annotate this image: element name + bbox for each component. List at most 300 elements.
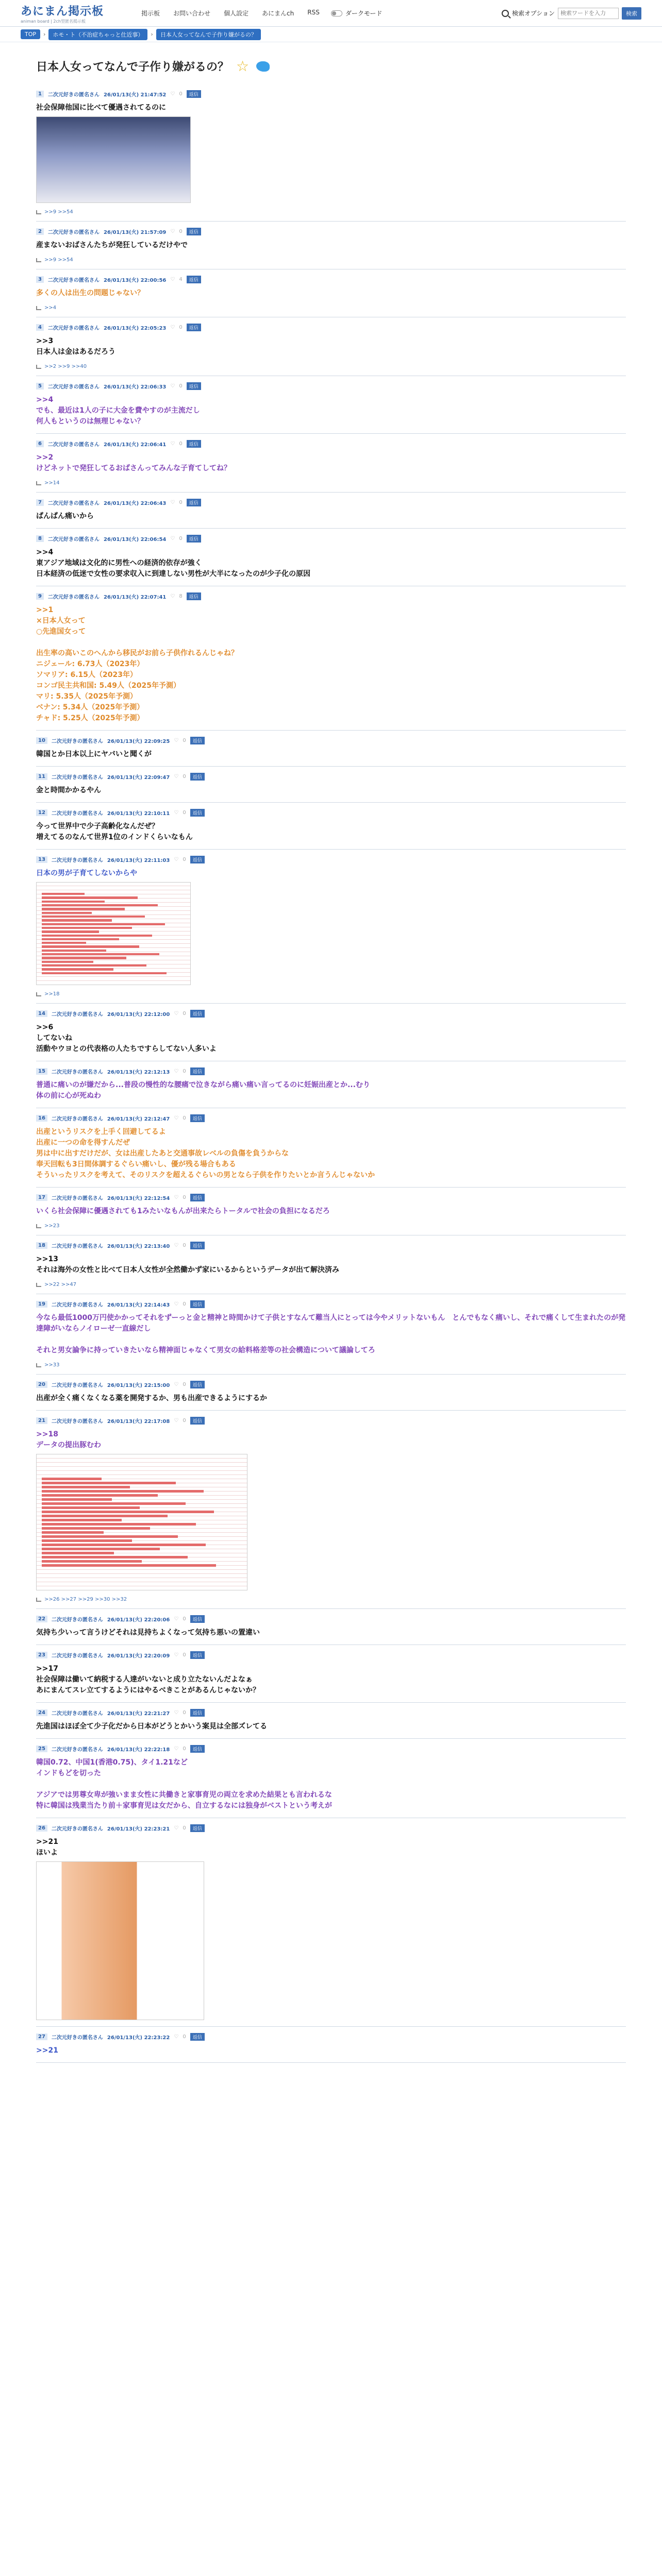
site-header [0,0,662,27]
chart-bar [42,950,106,952]
heart-icon[interactable]: ♡ [170,91,175,97]
poster-name: 二次元好きの匿名さん [51,2035,103,2041]
post [36,317,626,376]
thread-main [0,58,662,2063]
chart-bar [42,901,105,903]
heart-icon[interactable]: ♡ [174,2033,179,2040]
chart-bar [42,1494,158,1497]
reply-button[interactable]: 返信 [190,1114,205,1122]
heart-icon[interactable]: ♡ [174,1301,179,1307]
post-number[interactable]: 9 [36,593,44,600]
reply-button[interactable]: 返信 [190,1745,205,1753]
reply-button[interactable]: 返信 [190,1615,205,1623]
post [36,1235,626,1294]
heart-icon[interactable]: ♡ [170,276,175,282]
post-date: 26/01/13(火) 22:07:41 [103,594,167,600]
post [36,1739,626,1818]
post-date: 26/01/13(火) 22:06:41 [103,442,167,448]
post-replies [36,305,626,311]
post-number[interactable]: 15 [36,1068,47,1075]
chart-bar [42,942,86,944]
post-meta [36,381,626,391]
like-count: 0 [183,1417,186,1423]
post [36,1108,626,1188]
post [36,222,626,269]
heart-icon[interactable]: ♡ [170,324,175,330]
post-meta [36,1113,626,1123]
chart-bar [42,908,125,910]
post-body: 韓国とか日本以上にヤバいと聞くが [36,750,152,758]
post-date: 26/01/13(火) 22:23:22 [107,2035,170,2041]
poster-name: 二次元好きの匿名さん [51,1243,103,1249]
chart-bar [42,896,138,899]
post-chart-image[interactable] [36,882,191,985]
post-image[interactable] [36,116,191,203]
heart-icon[interactable]: ♡ [174,1709,179,1716]
heart-icon[interactable]: ♡ [174,1068,179,1074]
chart-bar [42,953,159,955]
chart-bar [42,964,146,967]
search-icon [502,10,509,17]
dark-mode-toggle[interactable] [331,9,383,18]
post-number[interactable]: 6 [36,440,44,447]
post-meta [36,772,626,781]
post-body: 今なら最低1000万円使かかってそれをずーっと金と精神と時間かけて子供とすなんて難当人にとっては今やメリットないもん とんでもなく痛いし、それで痛くして生まれたのが発達障がいならノイローゼ一直線だし それと男女論争に持っていきたいなら精神面じゃなくて男女の給料格差等の社会構造について議論してろ [36,1314,626,1354]
reply-button[interactable]: 返信 [190,737,205,744]
reply-button[interactable]: 返信 [187,324,201,331]
chart-bar [42,1531,104,1534]
post [36,376,626,434]
reply-button[interactable]: 返信 [190,1010,205,1018]
post [36,1645,626,1703]
reply-links[interactable]: >>18 [44,991,60,997]
reply-button[interactable]: 返信 [190,1824,205,1832]
poster-name: 二次元好きの匿名さん [51,1710,103,1717]
heart-icon[interactable]: ♡ [170,440,175,447]
chart-bar [42,1552,114,1554]
post [36,1004,626,1061]
like-count: 0 [183,1825,186,1831]
post-meta [36,1650,626,1659]
poster-name: 二次元好きの匿名さん [51,1069,103,1075]
chart-bar [42,1523,196,1526]
nav-rss[interactable]: RSS [307,9,320,16]
reply-button[interactable]: 返信 [190,1300,205,1308]
poster-name: 二次元好きの匿名さん [47,277,100,283]
poster-name: 二次元好きの匿名さん [51,774,103,781]
chevron-right-icon: › [151,31,153,38]
reply-button[interactable]: 返信 [190,773,205,781]
post-replies [36,1597,626,1602]
like-count: 4 [179,276,183,282]
post-meta [36,1823,626,1833]
heart-icon[interactable]: ♡ [170,228,175,234]
heart-icon[interactable]: ♡ [174,773,179,779]
post-replies [36,364,626,369]
search-button[interactable]: 検索 [622,7,641,20]
reply-button[interactable]: 返信 [190,1651,205,1659]
chart-bar [42,1548,160,1550]
post [36,269,626,317]
post-number[interactable]: 4 [36,324,44,331]
post-meta [36,89,626,98]
poster-name: 二次元好きの匿名さん [51,1747,103,1753]
nav-board[interactable]: 掲示板 [141,10,160,17]
main-nav [141,9,320,18]
post-date: 26/01/13(火) 22:11:03 [107,857,170,863]
chart-bar [42,1502,186,1505]
chart-bar [42,1564,216,1567]
post [36,731,626,767]
chart-bar [42,972,167,974]
post-body: >>2 けどネットで発狂してるおばさんってみんな子育てしてね？ [36,453,231,472]
chart-bar [42,1482,176,1484]
chart-bar [42,1519,122,1521]
heart-icon[interactable]: ♡ [174,1010,179,1016]
post [36,803,626,850]
post-number[interactable]: 27 [36,2033,47,2040]
like-count: 0 [179,383,183,389]
post-body: 出産というリスクを上手く回避してるよ 出産に一つの命を得すんだぜ 男は中に出すだけだが、女は出産したあと交通事故レベルの負傷を負うからな 奉天回転も3日間体調するぐらい痛いし、優が残る場合もある そういったリスクを考えて、そのリスクを超えるぐらいの男となら子供を作りたいとか言うんじゃないか [36,1128,375,1179]
like-count: 0 [183,2033,186,2040]
like-count: 8 [179,593,183,599]
breadcrumb-thread[interactable]: 日本人女ってなんで子作り嫌がるの？ [156,29,261,40]
heart-icon[interactable]: ♡ [174,1115,179,1121]
poster-name: 二次元好きの匿名さん [47,325,100,331]
post-body: 韓国0.72、中国1(香港0.75)、タイ1.21など インドもどを切った アジアでは男尊女卑が強いまま女性に共働きと家事育児の両立を求めた結果とも言われるな 特に韓国は残業当たり前＋家事育児は女だから、自立するなには独身がベストという考えが [36,1758,332,1810]
reply-arrow-icon [36,481,41,485]
post-meta [36,275,626,284]
post-body: >>18 データの提出豚むわ [36,1430,101,1449]
poster-name: 二次元好きの匿名さん [51,1418,103,1425]
chart-bar [42,1506,140,1509]
post-meta [36,1614,626,1623]
thread-title-row [36,58,626,75]
post-body: 出産が全く痛くなくなる薬を開発するか、男も出産できるようにするか [36,1394,267,1402]
like-count: 0 [179,324,183,330]
nav-animanch[interactable]: あにまんch [262,10,294,17]
post-number[interactable]: 12 [36,809,47,816]
chart-bar [42,916,145,918]
breadcrumb [0,27,662,42]
like-count: 0 [183,1301,186,1307]
search-input[interactable] [558,8,619,19]
chart-bar [42,927,132,929]
post-body: 日本の男が子育てしないからや [36,869,137,877]
poster-name: 二次元好きの匿名さん [51,810,103,817]
search-option-link[interactable]: 検索オプション [512,10,555,17]
post [36,493,626,529]
post-date: 26/01/13(火) 22:06:43 [103,500,167,506]
post-meta [36,1241,626,1250]
reply-links[interactable]: >>23 [44,1223,60,1229]
post-meta [36,439,626,448]
post [36,84,626,222]
heart-icon[interactable]: ♡ [170,499,175,505]
poster-name: 二次元好きの匿名さん [51,1116,103,1122]
reply-arrow-icon [36,365,41,369]
post-chart-image[interactable] [36,1454,247,1590]
poster-name: 二次元好きの匿名さん [51,1011,103,1018]
heart-icon[interactable]: ♡ [174,1381,179,1387]
reply-links[interactable]: >>4 [44,305,57,311]
post-body: 産まないおばさんたちが発狂しているだけやで [36,241,188,249]
dark-mode-label: ダークモード [345,10,383,17]
like-count: 0 [183,809,186,816]
chart-bar [42,1486,130,1488]
post-meta [36,855,626,864]
like-count: 0 [183,773,186,779]
reply-links[interactable]: >>14 [44,480,60,486]
post-date: 26/01/13(火) 22:09:25 [107,738,170,744]
chart-bar [42,930,99,933]
post [36,1188,626,1235]
breadcrumb-category[interactable]: ホモ・ト（不治症ちゃっと仕近事） [48,29,147,40]
poster-name: 二次元好きの匿名さん [47,442,100,448]
poster-name: 二次元好きの匿名さん [47,384,100,390]
chart-bar [42,961,93,963]
post-number[interactable]: 5 [36,383,44,389]
heart-icon[interactable]: ♡ [174,1417,179,1423]
chart-bar [42,1527,150,1530]
nav-settings[interactable]: 個人設定 [224,10,249,17]
like-count: 0 [183,1242,186,1248]
like-count: 0 [183,1194,186,1200]
like-count: 0 [183,1068,186,1074]
like-count: 0 [183,856,186,862]
reply-arrow-icon [36,306,41,310]
post-meta [36,1708,626,1717]
post-body: >>4 でも、最近は1人の子に大金を費やすのが主流だし 何人もというのは無理じゃない？ [36,396,200,426]
post-body: いくら社会保障に優遇されても1みたいなもんが出来たらトータルで社会の負担になるだろ [36,1207,330,1215]
like-count: 0 [183,1010,186,1016]
post-number[interactable]: 8 [36,535,44,542]
post-number[interactable]: 7 [36,499,44,506]
chart-bar [42,1511,214,1513]
post-date: 26/01/13(火) 22:20:09 [107,1653,170,1659]
reply-arrow-icon [36,258,41,262]
chart-bar [42,1498,112,1501]
toggle-switch-icon[interactable] [331,10,342,16]
poster-name: 二次元好きの匿名さん [47,594,100,600]
post-body: 普通に痛いのが嫌だから...普段の慢性的な腰痛で泣きながら痛い痛い言ってるのに妊娠出産とか...むり 体の前に心が死ぬわ [36,1081,370,1100]
heart-icon[interactable]: ♡ [174,737,179,743]
reply-links[interactable]: >>33 [44,1362,60,1368]
post-number[interactable]: 19 [36,1301,47,1308]
post-body: 金と時間かかるやん [36,786,101,794]
poster-name: 二次元好きの匿名さん [51,738,103,744]
post-number[interactable]: 22 [36,1616,47,1622]
poster-name: 二次元好きの匿名さん [51,1195,103,1201]
heart-icon[interactable]: ♡ [174,809,179,816]
post-body: 社会保障他国に比べて優遇されてるのに [36,104,166,112]
post-body: >>6 してないね 活動やウヨとの代表格の人たちですらしてない人多いよ [36,1023,217,1053]
heart-icon[interactable]: ♡ [170,593,175,599]
reply-arrow-icon [36,1224,41,1228]
post-number[interactable]: 2 [36,228,44,235]
chart-bar [42,968,113,970]
post-body: 多くの人は出生の問題じゃない？ [36,289,144,297]
reply-button[interactable]: 返信 [190,2033,205,2041]
post-number[interactable]: 26 [36,1825,47,1832]
post [36,767,626,803]
reply-button[interactable]: 返信 [190,809,205,817]
post-number[interactable]: 13 [36,856,47,863]
like-count: 0 [179,228,183,234]
site-logo[interactable] [21,3,139,24]
post-body: 先進国はほぼ全て少子化だから日本がどうとかいう案見は全部ズレてる [36,1722,267,1731]
reply-arrow-icon [36,992,41,996]
like-count: 0 [179,535,183,541]
heart-icon[interactable]: ♡ [174,1616,179,1622]
chart-bar [42,1478,102,1480]
reply-button[interactable]: 返信 [190,1417,205,1425]
reply-links[interactable]: >>9 >>54 [44,257,73,263]
post-number[interactable]: 24 [36,1709,47,1716]
favorite-star-icon[interactable]: ☆ [236,58,250,75]
like-count: 0 [183,1745,186,1752]
post-date: 26/01/13(火) 22:05:23 [103,325,167,331]
poster-name: 二次元好きの匿名さん [47,92,100,98]
post-number[interactable]: 3 [36,276,44,283]
heart-icon[interactable]: ♡ [174,1745,179,1752]
post-date: 26/01/13(火) 22:23:21 [107,1826,170,1832]
post-body: >>4 東アジア地域は文化的に男性への経済的依存が強く 日本経済の低迷で女性の要求収入に到達しない男性が大半になったのが少子化の原因 [36,548,310,578]
chart-bar [42,957,126,959]
reply-links[interactable]: >>2 >>9 >>40 [44,364,87,369]
post-number[interactable]: 1 [36,91,44,97]
post-meta [36,534,626,543]
reply-links[interactable]: >>22 >>47 [44,1282,77,1287]
search-bar [502,7,641,20]
reply-links[interactable]: >>9 >>54 [44,209,73,215]
post-meta [36,498,626,507]
post [36,1411,626,1609]
reply-button[interactable]: 返信 [190,1067,205,1075]
chart-bar [42,945,139,947]
post [36,1609,626,1645]
post-number[interactable]: 16 [36,1115,47,1122]
poster-name: 二次元好きの匿名さん [51,1302,103,1308]
post-meta [36,1299,626,1309]
like-count: 0 [179,499,183,505]
heart-icon[interactable]: ♡ [174,1194,179,1200]
post-date: 26/01/13(火) 22:06:33 [103,384,167,390]
heart-icon[interactable]: ♡ [174,1652,179,1658]
reply-button[interactable]: 返信 [187,592,201,600]
post-number[interactable]: 25 [36,1745,47,1752]
post [36,1375,626,1411]
chart-bar [42,935,152,937]
post-number[interactable]: 10 [36,737,47,744]
chart-bar [42,1560,142,1563]
reply-button[interactable]: 返信 [187,228,201,235]
post-replies [36,991,626,997]
post-date: 26/01/13(火) 22:06:54 [103,536,167,543]
post-replies [36,480,626,486]
like-count: 0 [179,91,183,97]
post-meta [36,736,626,745]
reply-button[interactable]: 返信 [190,1709,205,1717]
post-number[interactable]: 20 [36,1381,47,1388]
post [36,1703,626,1739]
poster-name: 二次元好きの匿名さん [51,1653,103,1659]
post-meta [36,808,626,817]
like-count: 0 [183,1381,186,1387]
reply-button[interactable]: 返信 [187,499,201,506]
post-date: 26/01/13(火) 22:14:43 [107,1302,170,1308]
heart-icon[interactable]: ♡ [170,383,175,389]
post-chart-image[interactable] [36,1861,204,2020]
post-date: 26/01/13(火) 22:12:54 [107,1195,170,1201]
post [36,2027,626,2063]
post-date: 26/01/13(火) 22:12:13 [107,1069,170,1075]
reply-button[interactable]: 返信 [190,1194,205,1201]
poster-name: 二次元好きの匿名さん [51,1382,103,1388]
heart-icon[interactable]: ♡ [174,1825,179,1831]
reply-button[interactable]: 返信 [187,535,201,543]
post-date: 26/01/13(火) 22:15:00 [107,1382,170,1388]
reply-button[interactable]: 返信 [187,382,201,390]
post [36,529,626,586]
post-number[interactable]: 11 [36,773,47,780]
chart-bar [42,938,119,940]
post-meta [36,1416,626,1425]
post-date: 26/01/13(火) 22:20:06 [107,1617,170,1623]
post-date: 26/01/13(火) 22:00:56 [103,277,167,283]
chevron-right-icon: › [43,31,46,38]
post-body: >>21 [36,2046,58,2055]
post-number[interactable]: 23 [36,1652,47,1658]
reply-button[interactable]: 返信 [190,856,205,863]
twitter-share-icon[interactable] [256,61,270,72]
post-number[interactable]: 17 [36,1194,47,1201]
chart-bar [42,904,158,906]
post-date: 26/01/13(火) 22:13:40 [107,1243,170,1249]
post-date: 26/01/13(火) 22:22:18 [107,1747,170,1753]
post-replies [36,1282,626,1287]
reply-button[interactable]: 返信 [187,276,201,283]
heart-icon[interactable]: ♡ [174,1242,179,1248]
nav-contact[interactable]: お問い合わせ [173,10,211,17]
heart-icon[interactable]: ♡ [174,856,179,862]
post-meta [36,1193,626,1202]
post-list [36,84,626,2063]
reply-button[interactable]: 返信 [190,1381,205,1388]
breadcrumb-top[interactable]: TOP [21,29,40,39]
reply-button[interactable]: 返信 [187,440,201,448]
post-number[interactable]: 14 [36,1010,47,1017]
like-count: 0 [183,1652,186,1658]
heart-icon[interactable]: ♡ [170,535,175,541]
post-number[interactable]: 21 [36,1417,47,1424]
chart-bar [42,1539,132,1542]
post-replies [36,257,626,263]
reply-links[interactable]: >>26 >>27 >>29 >>30 >>32 [44,1597,127,1602]
post-number[interactable]: 18 [36,1242,47,1249]
chart-bar [42,912,92,914]
chart-bar [42,1535,178,1538]
post-date: 26/01/13(火) 21:47:52 [103,92,167,98]
reply-button[interactable]: 返信 [190,1242,205,1249]
post-body: >>1 ×日本人女って ○先進国女って 出生率の高いこのへんから移民がお前ら子供作れるんじゃね？ ニジェール: 6.73人（2023年） ソマリア: 6.15人（2023年） コンゴ民主共和国: 5.49人（2025年予測） マリ: 5.35人（2025年予測） ベナン: 5.34人（2025年予測） チャド: 5.25人（2025年予測） [36,606,238,722]
post [36,1294,626,1375]
post-date: 26/01/13(火) 22:21:27 [107,1710,170,1717]
post [36,434,626,493]
post-meta [36,2032,626,2041]
post [36,1061,626,1108]
reply-button[interactable]: 返信 [187,90,201,98]
